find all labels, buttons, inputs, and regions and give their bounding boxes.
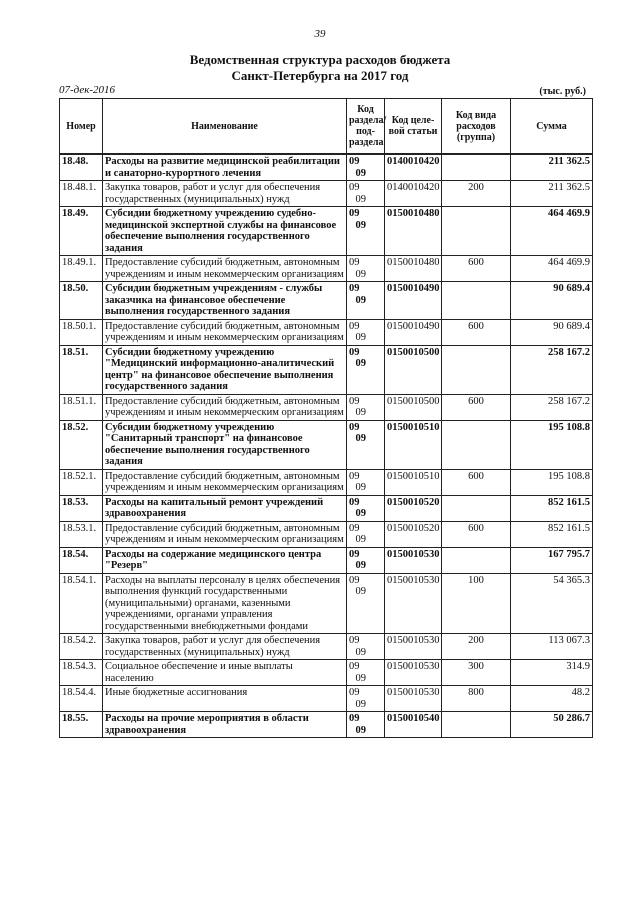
- row-sum: 48.2: [511, 686, 593, 712]
- row-article-code: 0150010530: [385, 660, 442, 686]
- row-sum: 464 469.9: [511, 256, 593, 282]
- section-code: 09: [349, 320, 360, 332]
- row-article-code: 0150010510: [385, 469, 442, 495]
- row-number: 18.49.1.: [60, 256, 103, 282]
- row-sum: 258 167.2: [511, 345, 593, 394]
- subsection-code: 09: [355, 560, 366, 571]
- row-number: 18.54.4.: [60, 686, 103, 712]
- row-section-code: [347, 256, 385, 282]
- row-section-code: [347, 712, 385, 738]
- row-name: Расходы на развитие медицинской реабилитации и санаторно-курортного лечения: [103, 154, 347, 181]
- row-section-code: [347, 634, 385, 660]
- row-article-code: 0150010490: [385, 319, 442, 345]
- subsection-code: 09: [355, 219, 366, 231]
- row-article-code: 0150010540: [385, 712, 442, 738]
- row-section-code: [347, 573, 385, 634]
- row-name: Расходы на выплаты персоналу в целях обеспечения выполнения функций государственными (муниципальными) органами, казенными учреждениями, органами управления государственными внебюджетными фондами: [103, 573, 347, 634]
- row-number: 18.48.1.: [60, 181, 103, 207]
- row-section-code: [347, 547, 385, 573]
- row-name: Расходы на прочие мероприятия в области здравоохранения: [103, 712, 347, 738]
- row-sum: 167 795.7: [511, 547, 593, 573]
- row-section-code: [347, 207, 385, 256]
- row-sum: 50 286.7: [511, 712, 593, 738]
- section-code: 09: [349, 713, 360, 724]
- row-expense-type: 600: [442, 521, 511, 547]
- row-section-code: [347, 660, 385, 686]
- subsection-code: 09: [355, 508, 366, 519]
- row-number: 18.51.1.: [60, 394, 103, 420]
- row-expense-type: [442, 154, 511, 181]
- row-sum: 90 689.4: [511, 319, 593, 345]
- row-name: Субсидии бюджетному учреждению "Санитарный транспорт" на финансовое обеспечение выполнения государственного задания: [103, 420, 347, 469]
- section-code: 09: [349, 257, 360, 268]
- section-code: 09: [349, 635, 360, 646]
- table-row-section: [60, 207, 593, 256]
- row-expense-type: [442, 712, 511, 738]
- row-section-code: [347, 282, 385, 320]
- row-section-code: [347, 495, 385, 521]
- row-sum: 195 108.8: [511, 420, 593, 469]
- row-expense-type: 300: [442, 660, 511, 686]
- row-expense-type: [442, 420, 511, 469]
- row-number: 18.52.: [60, 420, 103, 469]
- row-section-code: [347, 521, 385, 547]
- subsection-code: 09: [355, 586, 366, 597]
- subsection-code: 09: [355, 193, 366, 205]
- row-number: 18.54.2.: [60, 634, 103, 660]
- subsection-code: 09: [355, 358, 366, 369]
- subsection-code: 09: [355, 646, 366, 658]
- budget-table: [59, 98, 593, 738]
- row-article-code: 0150010530: [385, 634, 442, 660]
- table-row-section: [60, 420, 593, 469]
- units-label: (тыс. руб.): [539, 86, 586, 97]
- row-article-code: 0140010420: [385, 181, 442, 207]
- table-row: [60, 634, 593, 660]
- table-row-section: [60, 495, 593, 521]
- row-section-code: [347, 319, 385, 345]
- section-code: 09: [349, 182, 360, 193]
- row-name: Предоставление субсидий бюджетным, автономным учреждениям и иным некоммерческим организациям: [103, 319, 347, 345]
- section-code: 09: [349, 522, 360, 534]
- row-article-code: 0150010530: [385, 686, 442, 712]
- row-section-code: [347, 181, 385, 207]
- header-name: Наименование: [103, 99, 347, 155]
- row-expense-type: [442, 345, 511, 394]
- row-sum: 464 469.9: [511, 207, 593, 256]
- row-expense-type: 600: [442, 469, 511, 495]
- row-expense-type: 600: [442, 319, 511, 345]
- section-code: 09: [349, 346, 360, 358]
- row-sum: 113 067.3: [511, 634, 593, 660]
- row-sum: 211 362.5: [511, 181, 593, 207]
- title-line-1: Ведомственная структура расходов бюджета: [189, 52, 451, 67]
- row-name: Субсидии бюджетному учреждению "Медицинский информационно-аналитический центр" на финансовое обеспечение выполнения государственного задания: [103, 345, 347, 394]
- row-number: 18.55.: [60, 712, 103, 738]
- row-expense-type: 600: [442, 394, 511, 420]
- row-section-code: [347, 420, 385, 469]
- section-code: 09: [349, 283, 360, 294]
- header-section-code: Код раздела/ под- раздела: [347, 99, 385, 155]
- section-code: 09: [349, 395, 360, 407]
- row-sum: 314.9: [511, 660, 593, 686]
- row-name: Субсидии бюджетным учреждениям - службы заказчика на финансовое обеспечение выполнения государственного задания: [103, 282, 347, 320]
- row-number: 18.54.3.: [60, 660, 103, 686]
- row-section-code: [347, 154, 385, 181]
- row-section-code: [347, 394, 385, 420]
- row-expense-type: [442, 495, 511, 521]
- subsection-code: 09: [355, 268, 366, 280]
- row-article-code: 0150010480: [385, 207, 442, 256]
- title-line-2: Санкт-Петербурга на 2017 год: [231, 68, 409, 83]
- row-article-code: 0150010510: [385, 420, 442, 469]
- header-article-code: Код целе- вой статьи: [385, 99, 442, 155]
- row-expense-type: 200: [442, 634, 511, 660]
- section-code: 09: [349, 208, 360, 219]
- row-section-code: [347, 686, 385, 712]
- table-row: [60, 319, 593, 345]
- row-sum: 54 365.3: [511, 573, 593, 634]
- table-row: [60, 256, 593, 282]
- section-code: 09: [349, 687, 360, 698]
- page-number: 39: [314, 28, 326, 40]
- subsection-code: 09: [355, 433, 366, 444]
- row-expense-type: 200: [442, 181, 511, 207]
- header-expense-type: Код вида расходов (группа): [442, 99, 511, 155]
- row-article-code: 0150010490: [385, 282, 442, 320]
- row-number: 18.54.1.: [60, 573, 103, 634]
- row-sum: 90 689.4: [511, 282, 593, 320]
- row-section-code: [347, 345, 385, 394]
- row-expense-type: [442, 547, 511, 573]
- subsection-code: 09: [355, 482, 366, 493]
- subsection-code: 09: [355, 534, 366, 545]
- row-name: Социальное обеспечение и иные выплаты населению: [103, 660, 347, 686]
- row-expense-type: [442, 282, 511, 320]
- row-article-code: 0150010500: [385, 345, 442, 394]
- row-sum: 852 161.5: [511, 521, 593, 547]
- row-sum: 195 108.8: [511, 469, 593, 495]
- row-article-code: 0150010480: [385, 256, 442, 282]
- table-row: [60, 181, 593, 207]
- document-title: [0, 52, 640, 84]
- section-code: 09: [349, 661, 360, 672]
- section-code: 09: [349, 574, 360, 586]
- table-row-section: [60, 154, 593, 181]
- row-name: Субсидии бюджетному учреждению судебно-медицинской экспертной службы на финансовое обеспечение выполнения государственного задания: [103, 207, 347, 256]
- section-code: 09: [349, 496, 360, 508]
- table-row-section: [60, 345, 593, 394]
- row-number: 18.50.1.: [60, 319, 103, 345]
- row-sum: 211 362.5: [511, 154, 593, 181]
- document-date: 07-дек-2016: [59, 84, 116, 96]
- row-article-code: 0140010420: [385, 154, 442, 181]
- row-sum: 852 161.5: [511, 495, 593, 521]
- row-article-code: 0150010530: [385, 547, 442, 573]
- row-number: 18.48.: [60, 154, 103, 181]
- row-article-code: 0150010520: [385, 495, 442, 521]
- table-row: [60, 469, 593, 495]
- row-article-code: 0150010520: [385, 521, 442, 547]
- table-row: [60, 686, 593, 712]
- row-number: 18.50.: [60, 282, 103, 320]
- row-expense-type: 600: [442, 256, 511, 282]
- table-row: [60, 660, 593, 686]
- table-row-section: [60, 547, 593, 573]
- row-number: 18.53.1.: [60, 521, 103, 547]
- row-name: Предоставление субсидий бюджетным, автономным учреждениям и иным некоммерческим организациям: [103, 469, 347, 495]
- row-expense-type: 800: [442, 686, 511, 712]
- row-number: 18.53.: [60, 495, 103, 521]
- row-name: Расходы на капитальный ремонт учреждений здравоохранения: [103, 495, 347, 521]
- subsection-code: 09: [355, 698, 366, 710]
- row-article-code: 0150010530: [385, 573, 442, 634]
- section-code: 09: [349, 470, 360, 482]
- table-row: [60, 573, 593, 634]
- row-name: Расходы на содержание медицинского центра "Резерв": [103, 547, 347, 573]
- section-code: 09: [349, 421, 360, 433]
- row-expense-type: [442, 207, 511, 256]
- row-number: 18.54.: [60, 547, 103, 573]
- row-expense-type: 100: [442, 573, 511, 634]
- table-row-section: [60, 282, 593, 320]
- row-name: Предоставление субсидий бюджетным, автономным учреждениям и иным некоммерческим организациям: [103, 256, 347, 282]
- row-name: Закупка товаров, работ и услуг для обеспечения государственных (муниципальных) нужд: [103, 634, 347, 660]
- row-name: Предоставление субсидий бюджетным, автономным учреждениям и иным некоммерческим организациям: [103, 521, 347, 547]
- row-sum: 258 167.2: [511, 394, 593, 420]
- row-section-code: [347, 469, 385, 495]
- subsection-code: 09: [355, 407, 366, 418]
- subsection-code: 09: [355, 672, 366, 684]
- table-row: [60, 394, 593, 420]
- row-name: Предоставление субсидий бюджетным, автономным учреждениям и иным некоммерческим организациям: [103, 394, 347, 420]
- header-number: Номер: [60, 99, 103, 155]
- subsection-code: 09: [355, 167, 366, 179]
- section-code: 09: [349, 156, 360, 167]
- section-code: 09: [349, 548, 360, 560]
- row-number: 18.49.: [60, 207, 103, 256]
- subsection-code: 09: [355, 332, 366, 343]
- row-name: Закупка товаров, работ и услуг для обеспечения государственных (муниципальных) нужд: [103, 181, 347, 207]
- row-number: 18.52.1.: [60, 469, 103, 495]
- header-sum: Сумма: [511, 99, 593, 155]
- subsection-code: 09: [355, 724, 366, 736]
- subsection-code: 09: [355, 294, 366, 306]
- table-row: [60, 521, 593, 547]
- table-row-section: [60, 712, 593, 738]
- row-article-code: 0150010500: [385, 394, 442, 420]
- row-number: 18.51.: [60, 345, 103, 394]
- table-header-row: [60, 99, 593, 155]
- row-name: Иные бюджетные ассигнования: [103, 686, 347, 712]
